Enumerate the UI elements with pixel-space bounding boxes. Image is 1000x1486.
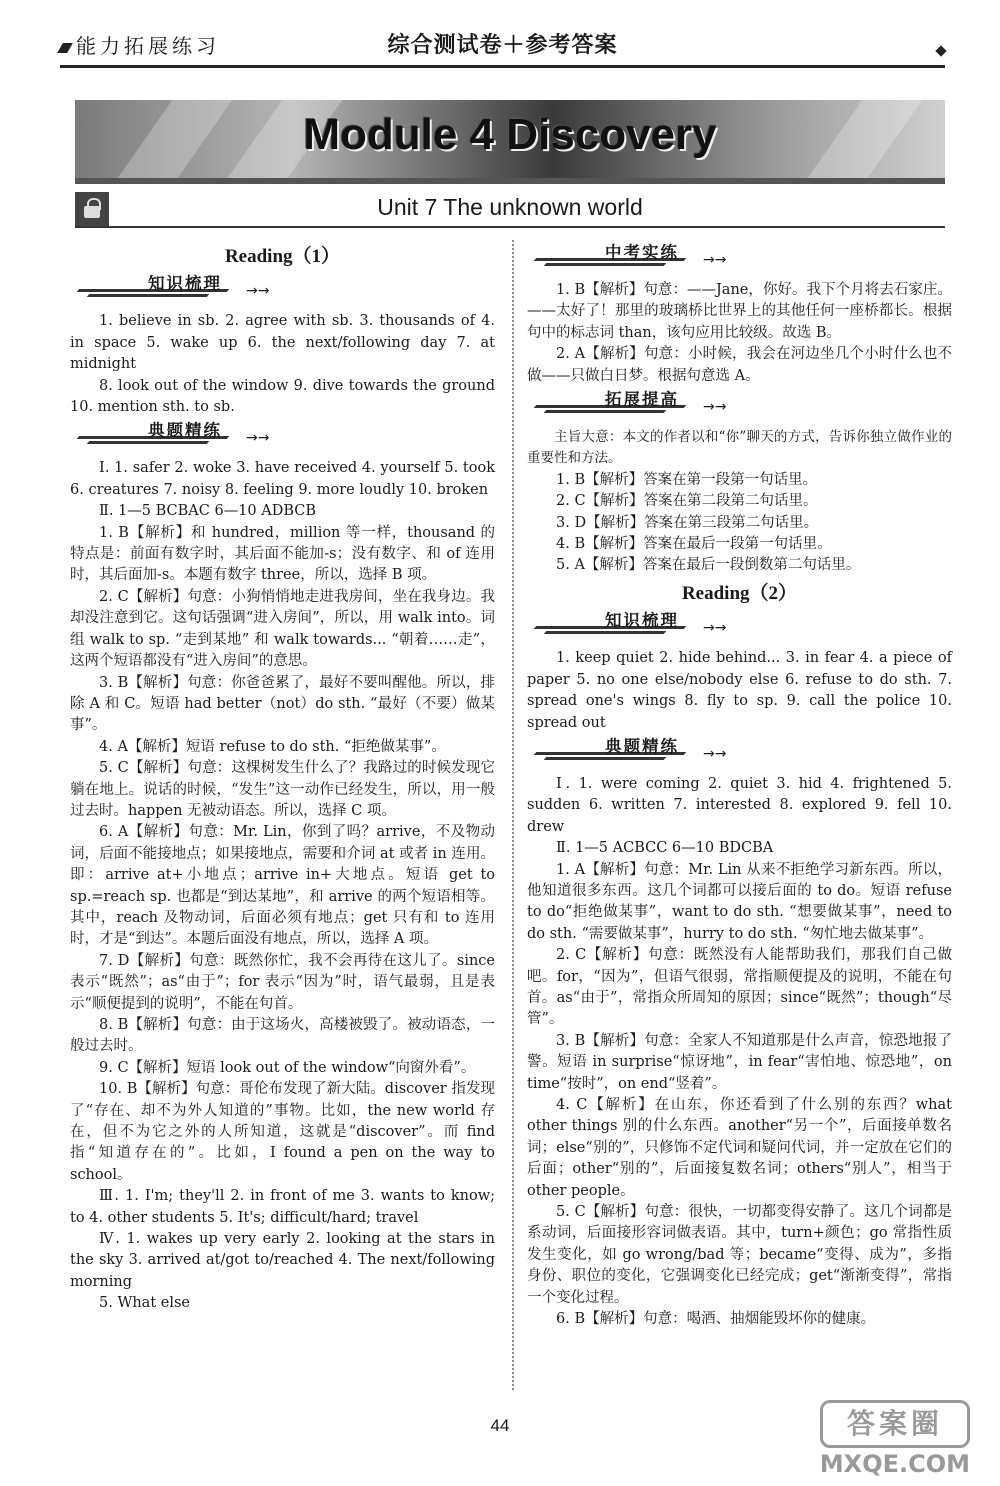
answer-paragraph: 2. C【解析】答案在第二段第二句话里。 — [556, 493, 818, 510]
section-label — [527, 736, 952, 770]
answer-paragraph: 2. A【解析】句意：小时候，我会在河边坐几个小时什么也不做——只做白日梦。根据句意选 A。 — [527, 346, 952, 384]
header-left-text: 能力拓展练习 — [76, 34, 220, 58]
answer-paragraph: 主旨大意：本文的作者以和“你”聊天的方式，告诉你独立做作业的重要性和方法。 — [527, 429, 952, 467]
section-heading: Reading（1） — [224, 246, 341, 267]
page-number: 44 — [490, 1416, 510, 1435]
arrow-icon: →→ — [246, 283, 270, 300]
answer-paragraph: Ⅲ. 1. I'm; they'll 2. in front of me 3. wants to know; to 4. other students 5. It's; difficult/hard; travel — [70, 1188, 495, 1226]
answer-paragraph: Ⅰ. 1. safer 2. woke 3. have received 4. yourself 5. took 6. creatures 7. noisy 8. feeling 9. more loudly 10. broken — [70, 460, 495, 498]
arrow-icon: →→ — [703, 745, 727, 762]
label-text: 知识梳理 — [605, 611, 679, 631]
arrow-icon: →→ — [246, 430, 270, 447]
section-label — [70, 273, 495, 307]
unit-bar — [75, 192, 945, 228]
answer-paragraph: 4. A【解析】短语 refuse to do sth. “拒绝做某事”。 — [99, 738, 446, 755]
answer-paragraph: 3. B【解析】句意：全家人不知道那是什么声音，惊恐地报了警。短语 in surprise“惊讶地”，in fear“害怕地、惊恐地”，on time“按时”，on end“竖着”。 — [527, 1032, 952, 1092]
answer-paragraph: 4. B【解析】答案在最后一段第一句话里。 — [556, 536, 832, 553]
answer-paragraph: 5. What else — [99, 1295, 191, 1312]
answer-paragraph: 8. B【解析】句意：由于这场火，高楼被毁了。被动语态，一般过去时。 — [70, 1017, 495, 1055]
answer-paragraph: Ⅱ. 1—5 ACBCC 6—10 BDCBA — [556, 840, 774, 857]
label-text: 拓展提高 — [605, 390, 679, 410]
answer-paragraph: 5. C【解析】句意：很快，一切都变得安静了。这几个词都是系动词，后面接形容词做表语。其中，turn+颜色；go 常指性质发生变化，如 go wrong/bad 等；became“变得、成为”，多指身份、职位的变化，它强调变化已经完成；get“渐渐变得”，常指一个变化过程。 — [527, 1204, 952, 1306]
arrow-icon: →→ — [703, 399, 727, 416]
answer-paragraph: 1. believe in sb. 2. agree with sb. 3. thousands of 4. in space 5. wake up 6. the next/following day 7. at midnight — [70, 313, 495, 373]
watermark — [810, 1400, 970, 1480]
answer-paragraph: 4. C【解析】在山东，你还看到了什么别的东西？what other things 别的什么东西。another“另一个”，后面接单数名词；else“别的”，只修饰不定代词和疑问代词，并一定放在它们的后面；other“别的”，后面接复数名词；others“别人”，相当于 other people。 — [527, 1097, 952, 1199]
page-header — [60, 28, 945, 68]
section-heading: Reading（2） — [681, 582, 798, 604]
label-text: 典题精练 — [148, 421, 222, 441]
banner-underline — [75, 178, 945, 184]
answer-paragraph: 2. C【解析】句意：小狗悄悄地走进我房间，坐在我身边。我却没注意到它。这句话强调“进入房间”，所以，用 walk into。词组 walk to sp. “走到某地” 和 walk towards... “朝着……走”，这两个短语都没有“进入房间”的意思。 — [70, 588, 495, 670]
column-divider — [512, 240, 514, 1390]
answer-paragraph: 2. C【解析】句意：既然没有人能帮助我们，那我们自己做吧。for，“因为”，但语气很弱，常指顺便提及的说明，不能在句首。as“由于”，常指众所周知的原因；since“既然”；though“尽管”。 — [527, 947, 952, 1028]
answer-paragraph: 1. B【解析】句意：——Jane，你好。我下个月将去石家庄。——太好了！那里的玻璃桥比世界上的其他任何一座桥都长。根据句中的标志词 than，该句应用比较级。故选 B。 — [527, 282, 952, 341]
answer-paragraph: 1. keep quiet 2. hide behind... 3. in fear 4. a piece of paper 5. no one else/nobody else 6. refuse to do sth. 7. spread one's wings 8. fly to sp. 9. call the police 10. spread out — [527, 650, 952, 731]
section-label — [70, 420, 495, 454]
module-banner — [75, 100, 945, 178]
module-title: Module 4 Discovery — [303, 110, 717, 159]
label-text: 典题精练 — [605, 736, 679, 756]
answer-paragraph: Ⅱ. 1—5 BCBAC 6—10 ADBCB — [99, 503, 317, 520]
answer-paragraph: 5. A【解析】答案在最后一段倒数第二句话里。 — [556, 557, 861, 574]
watermark-logo: 答案圈 — [820, 1400, 970, 1448]
answer-paragraph: 3. B【解析】句意：你爸爸累了，最好不要叫醒他。所以，排除 A 和 C。短语 had better（not）do sth. “最好（不要）做某事”。 — [70, 674, 495, 734]
answer-paragraph: 1. A【解析】句意：Mr. Lin 从来不拒绝学习新东西。所以，他知道很多东西。这几个词都可以接后面的 to do。短语 refuse to do“拒绝做某事”，want to do sth. “想要做某事”，need to do sth. “需要做某事”，hurry to do sth. “匆忙地去做某事”。 — [527, 861, 952, 942]
answer-paragraph: Ⅳ. 1. wakes up very early 2. looking at the stars in the sky 3. arrived at/got to/reached 4. The next/following morning — [70, 1231, 495, 1290]
answer-paragraph: Ⅰ. 1. were coming 2. quiet 3. hid 4. frightened 5. sudden 6. written 7. interested 8. explored 9. fell 10. drew — [527, 775, 952, 835]
answer-paragraph: 1. B【解析】和 hundred，million 等一样，thousand 的特点是：前面有数字时，其后面不能加-s；没有数字、和 of 连用时，其后面加-s。本题有数字 three，所以，选择 B 项。 — [70, 524, 495, 584]
answer-paragraph: 1. B【解析】答案在第一段第一句话里。 — [556, 471, 818, 488]
label-text: 中考实练 — [605, 243, 679, 262]
section-label — [527, 389, 952, 423]
header-title: 综合测试卷＋参考答案 — [387, 33, 618, 58]
left-column — [70, 240, 495, 1315]
answer-paragraph: 7. D【解析】句意：既然你忙，我不会再待在这儿了。since 表示“既然”；as“由于”；for 表示“因为”时，语气最弱，且是表示“顺便提到的说明”，不能在句首。 — [70, 952, 495, 1012]
answer-paragraph: 6. B【解析】句意：喝酒、抽烟能毁坏你的健康。 — [556, 1311, 876, 1328]
answer-paragraph: 10. B【解析】句意：哥伦布发现了新大陆。discover 指发现了“存在、却不为外人知道的”事物。比如，the new world 存在，但不为它之外的人所知道，这就是“discover”。而 find 指“知道存在的”。比如，I found a pen on the way to school。 — [70, 1081, 495, 1183]
answer-paragraph: 8. look out of the window 9. dive towards the ground 10. mention sth. to sb. — [70, 377, 495, 416]
unit-title: Unit 7 The unknown world — [377, 194, 643, 220]
section-label — [527, 242, 952, 276]
section-label — [527, 610, 952, 644]
answer-paragraph: 6. A【解析】句意：Mr. Lin，你到了吗？arrive，不及物动词，后面不能接地点；如果接地点，需要和介词 at 或者 in 连用。即：arrive at+小地点；arrive in+大地点。短语 get to sp.=reach sp. 也都是“到达某地”，和 arrive 的两个短语相等。其中，reach 及物动词，后面必须有地点；get 只有和 to 连用时，才是“到达”。本题后面没有地点，所以，选择 A 项。 — [70, 824, 495, 948]
arrow-icon: →→ — [703, 620, 727, 637]
answer-paragraph: 9. C【解析】短语 look out of the window“向窗外看”。 — [99, 1059, 476, 1076]
answer-paragraph: 5. C【解析】句意：这棵树发生什么了？我路过的时候发现它躺在地上。说话的时候，“发生”这一动作已经发生，所以，用一般过去时。happen 无被动语态。所以，选择 C 项。 — [70, 760, 495, 819]
watermark-url: MXQE.COM — [819, 1450, 970, 1478]
arrow-icon: →→ — [703, 252, 727, 268]
answer-paragraph: 3. D【解析】答案在第三段第二句话里。 — [556, 514, 819, 531]
right-column — [527, 240, 952, 1330]
label-text: 知识梳理 — [148, 274, 222, 294]
